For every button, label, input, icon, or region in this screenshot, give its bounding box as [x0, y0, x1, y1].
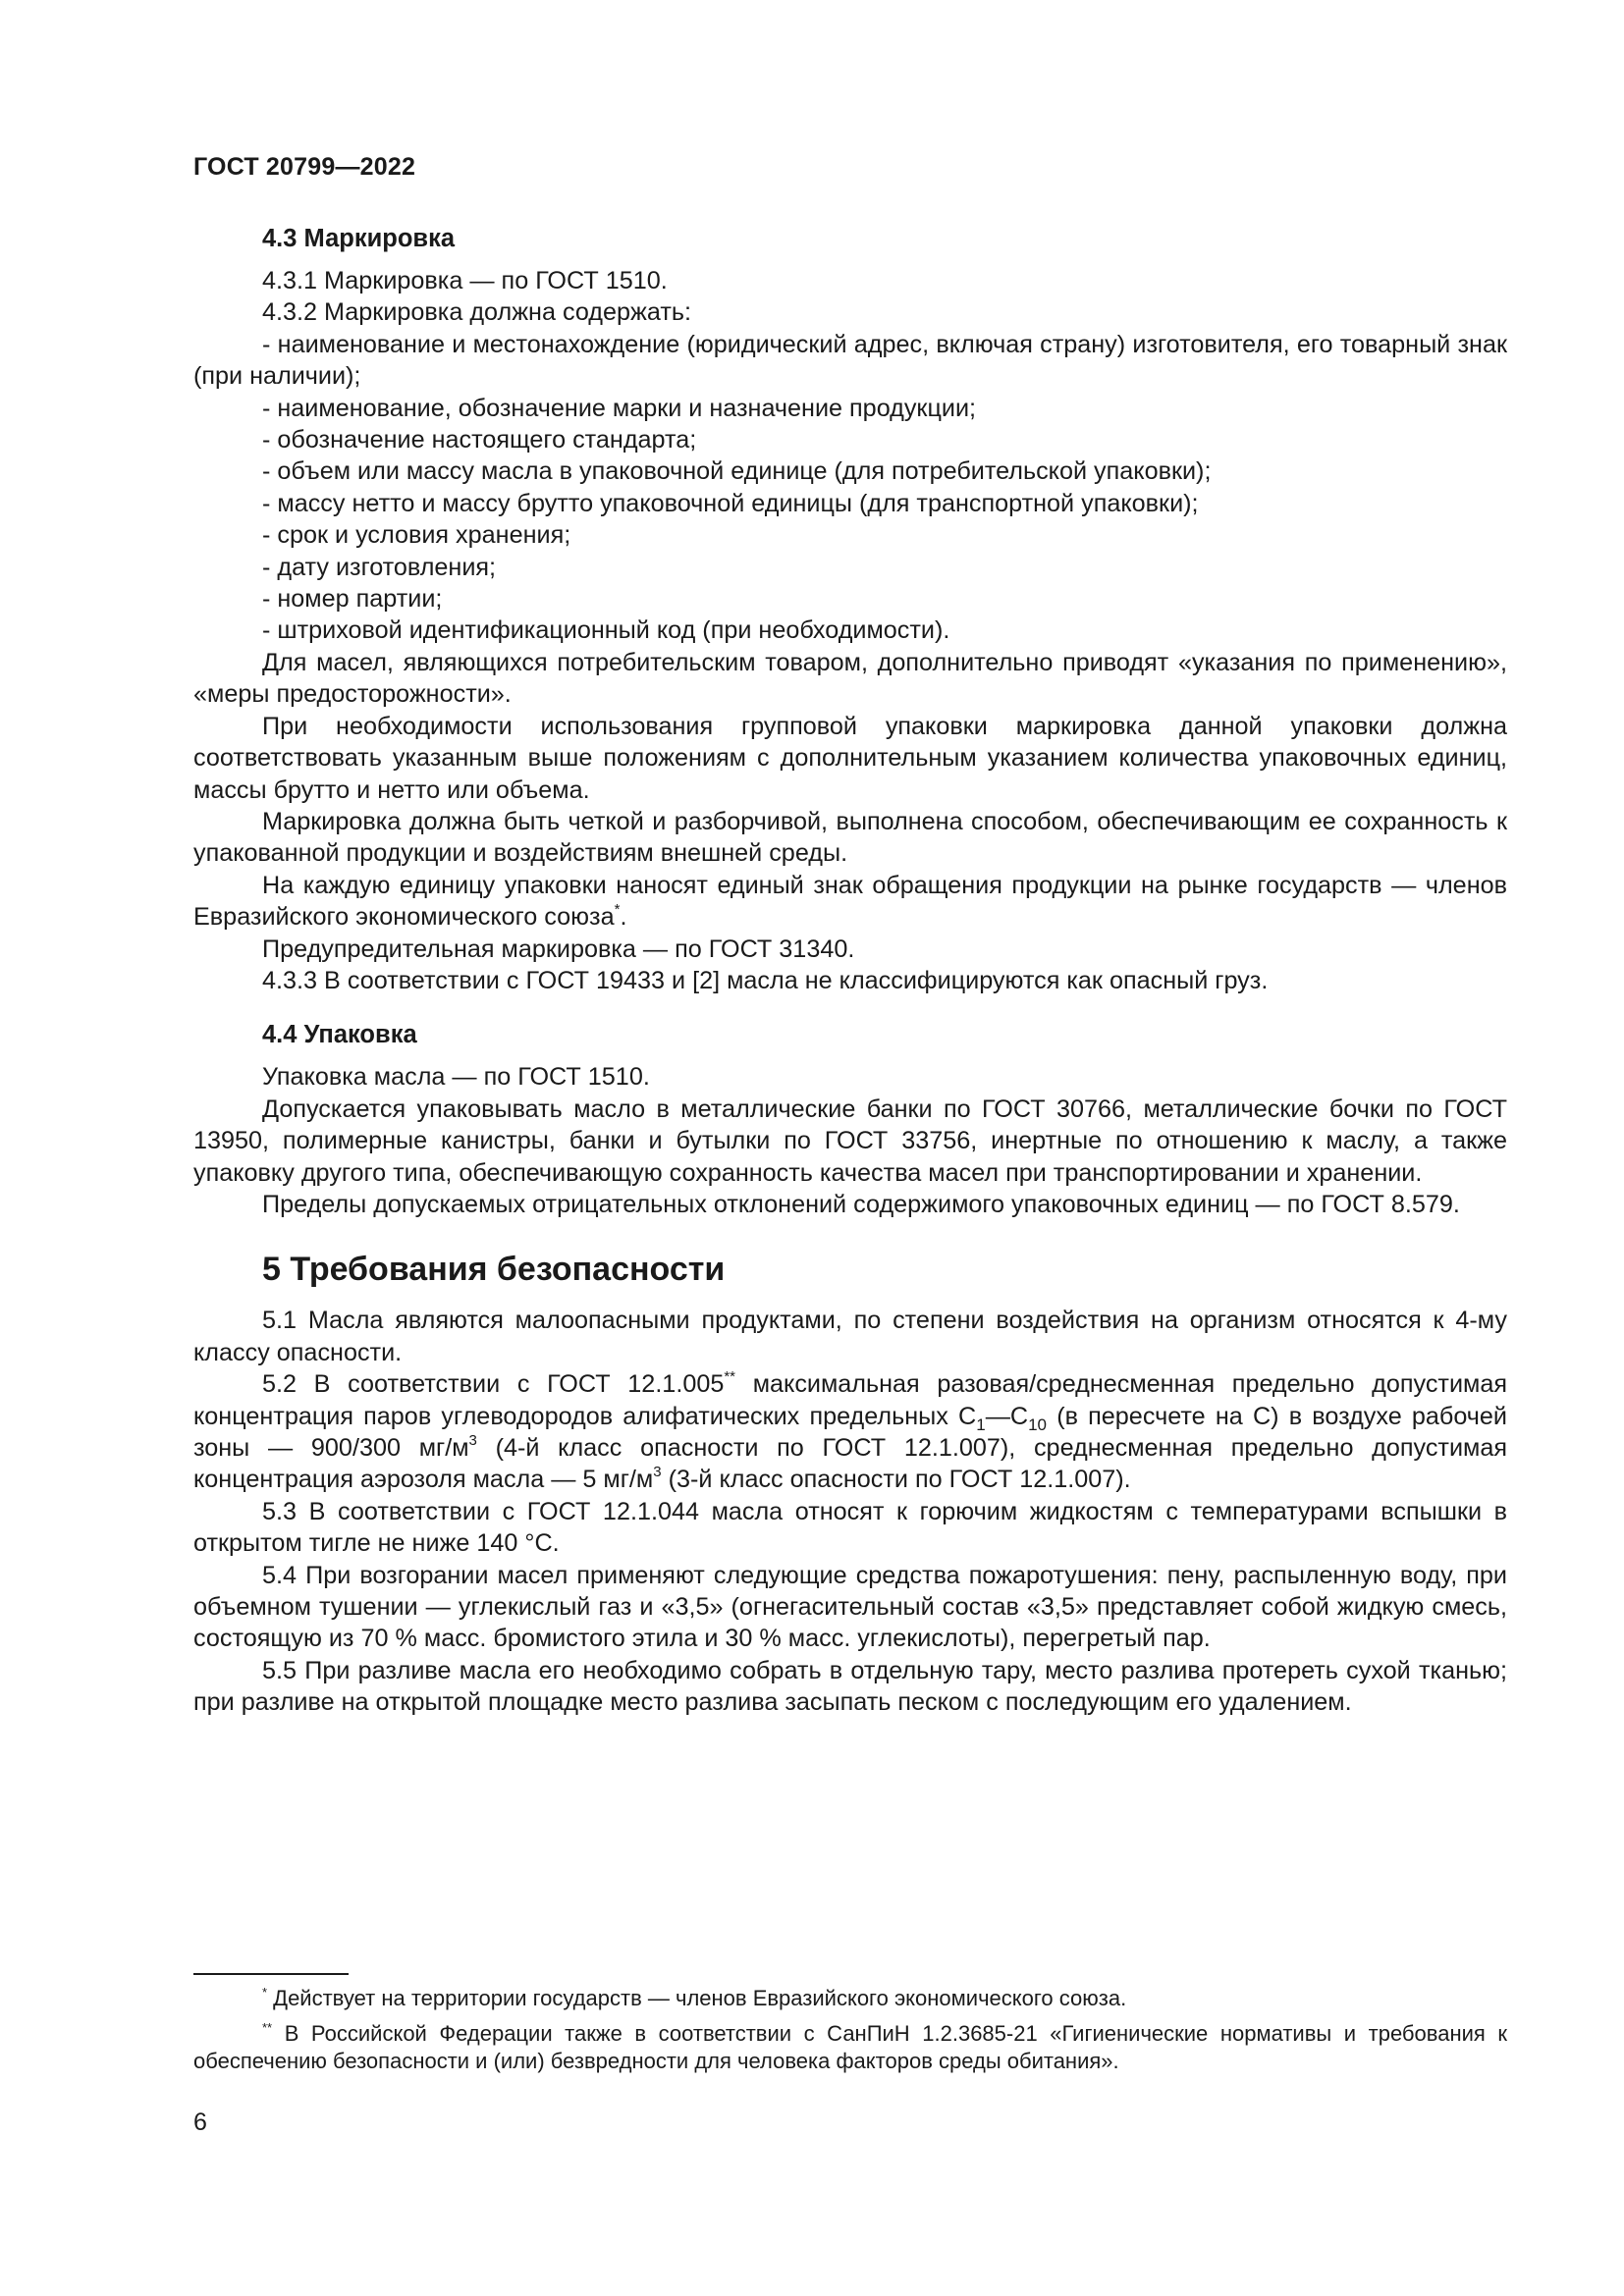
- subscript: 1: [976, 1415, 986, 1434]
- paragraph-5-3: 5.3 В соответствии с ГОСТ 12.1.044 масла относят к горючим жидкостям с температурами вспышки в открытом тигле не ниже 140 °С.: [193, 1497, 1507, 1558]
- text-fragment: 5.2 В соответствии с ГОСТ 12.1.005: [262, 1370, 725, 1399]
- paragraph-4-3-2: 4.3.2 Маркировка должна содержать:: [262, 298, 691, 327]
- text-fragment: (в пересчете на С) в воздухе рабочей зоны — 900/300 мг/м: [193, 1402, 1508, 1462]
- list-item: - срок и условия хранения;: [262, 521, 571, 550]
- list-item: - наименование, обозначение марки и назначение продукции;: [262, 394, 977, 422]
- superscript: 3: [653, 1464, 662, 1481]
- list-item: - массу нетто и массу брутто упаковочной единицы (для транспортной упаковки);: [262, 489, 1199, 517]
- text-fragment: (4-й класс опасности по ГОСТ 12.1.007), среднесменная предельно допустимая концентрация аэрозоля масла — 5 мг/м: [193, 1434, 1507, 1494]
- text-fragment: (3-й класс опасности по ГОСТ 12.1.007).: [661, 1466, 1131, 1494]
- paragraph: Упаковка масла — по ГОСТ 1510.: [262, 1063, 650, 1092]
- paragraph: При необходимости использования групповой упаковки маркировка данной упаковки должна соответствовать указанным выше положениям с дополнительным указанием количества упаковочных единиц, массы брутто и нетто или объема.: [193, 712, 1507, 804]
- text-fragment: —С: [985, 1402, 1029, 1430]
- superscript: 3: [468, 1432, 477, 1449]
- footnote-text: Действует на территории государств — членов Евразийского экономического союза.: [267, 1986, 1127, 2010]
- list-item: - наименование и местонахождение (юридический адрес, включая страну) изготовителя, его товарный знак (при наличии);: [193, 330, 1507, 391]
- paragraph-4-3-1: 4.3.1 Маркировка — по ГОСТ 1510.: [262, 267, 668, 294]
- list-item: - штриховой идентификационный код (при необходимости).: [262, 616, 950, 645]
- footnote-mark: *: [262, 1985, 268, 2000]
- paragraph: Допускается упаковывать масло в металлические банки по ГОСТ 30766, металлические бочки по ГОСТ 13950, полимерные канистры, банки и бутылки по ГОСТ 33756, инертные по отношению к маслу, а также упаковку другого типа, обеспечивающую сохранность качества масел при транспортировании и хранении.: [193, 1095, 1507, 1187]
- section-4-4-heading: 4.4 Упаковка: [262, 1021, 417, 1049]
- list-item: - объем или массу масла в упаковочной единице (для потребительской упаковки);: [262, 457, 1212, 486]
- paragraph: Для масел, являющихся потребительским товаром, дополнительно приводят «указания по применению», «меры предосторожности».: [193, 648, 1507, 709]
- paragraph-5-2: [193, 1368, 1507, 1496]
- subscript: 10: [1028, 1415, 1048, 1434]
- paragraph: Предупредительная маркировка — по ГОСТ 31340.: [262, 934, 855, 963]
- footnotes: [193, 1985, 1507, 2083]
- footnote-ref: *: [614, 901, 621, 919]
- paragraph-5-5: 5.5 При разливе масла его необходимо собрать в отдельную тару, место разлива протереть сухой тканью; при разливе на открытой площадке место разлива засыпать песком с последующим его удалением.: [193, 1656, 1507, 1717]
- document-header: ГОСТ 20799—2022: [193, 153, 416, 181]
- footnote-ref: **: [724, 1368, 736, 1386]
- page-number: 6: [193, 2109, 207, 2136]
- paragraph-eaeu-mark: [193, 870, 1507, 934]
- list-item: - дату изготовления;: [262, 553, 497, 581]
- section-4-3-heading: 4.3 Маркировка: [262, 225, 456, 252]
- paragraph-end: .: [620, 903, 627, 932]
- paragraph-text: На каждую единицу упаковки наносят единый знак обращения продукции на рынке государств — членов Евразийского экономического союза: [193, 871, 1507, 932]
- paragraph: Пределы допускаемых отрицательных отклонений содержимого упаковочных единиц — по ГОСТ 8.579.: [262, 1190, 1460, 1218]
- footnote: [193, 1985, 1507, 2012]
- paragraph: Маркировка должна быть четкой и разборчивой, выполнена способом, обеспечивающим ее сохранность к упакованной продукции и воздействиям внешней среды.: [193, 807, 1507, 868]
- list-item: - номер партии;: [262, 585, 443, 614]
- section-5-heading: 5 Требования безопасности: [262, 1251, 726, 1289]
- footnote-mark: **: [262, 2020, 273, 2035]
- list-item: - обозначение настоящего стандарта;: [262, 426, 697, 454]
- paragraph-4-3-3: 4.3.3 В соответствии с ГОСТ 19433 и [2] масла не классифицируются как опасный груз.: [262, 966, 1269, 994]
- footnote: [193, 2020, 1507, 2075]
- text-fragment: максимальная разовая/среднесменная предельно допустимая концентрация паров углеводородов алифатических предельных С: [193, 1370, 1507, 1430]
- footnote-divider: [193, 1973, 349, 1975]
- page-content: [193, 224, 1507, 1719]
- paragraph-5-4: 5.4 При возгорании масел применяют следующие средства пожаротушения: пену, распыленную воду, при объемном тушении — углекислый газ и «3,5» (огнегасительный состав «3,5» представляет собой жидкую смесь, состоящую из 70 % масс. бромистого этила и 30 % масс. углекислоты), перегретый пар.: [193, 1561, 1507, 1653]
- footnote-text: В Российской Федерации также в соответствии с СанПиН 1.2.3685-21 «Гигиенические нормативы и требования к обеспечению безопасности и (или) безвредности для человека факторов среды обитания».: [193, 2021, 1507, 2073]
- paragraph-5-1: 5.1 Масла являются малоопасными продуктами, по степени воздействия на организм относятся к 4-му классу опасности.: [193, 1307, 1507, 1366]
